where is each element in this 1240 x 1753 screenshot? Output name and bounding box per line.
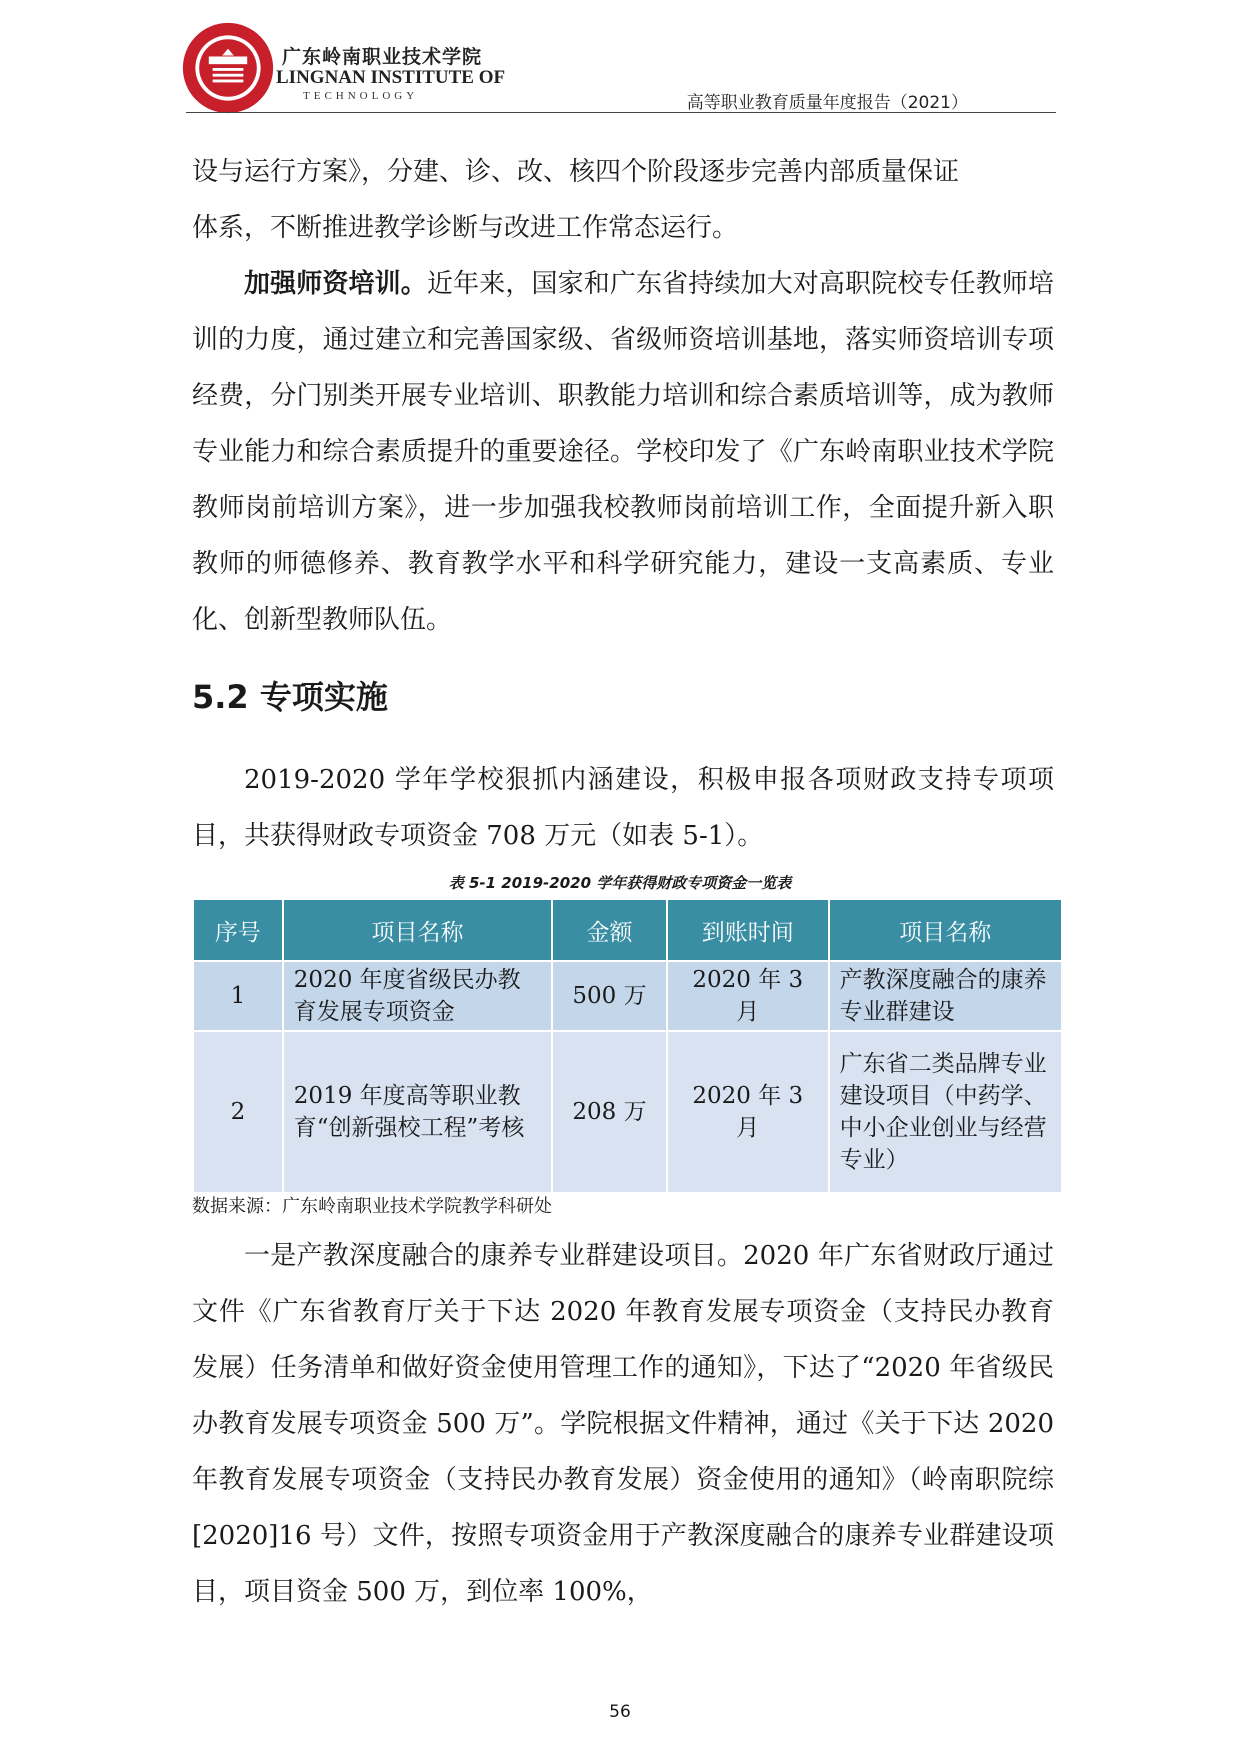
section-heading: 5.2 专项实施 — [192, 678, 388, 716]
header-divider — [186, 112, 1056, 113]
institution-logo-icon — [180, 20, 276, 116]
page-number: 56 — [609, 1702, 631, 1722]
cell-project: 产教深度融合的康养专业群建设 — [829, 961, 1062, 1031]
header-project: 项目名称 — [829, 899, 1062, 961]
institution-name-en-line2: TECHNOLOGY — [303, 90, 419, 102]
cell-date: 2020 年 3 月 — [667, 1031, 829, 1193]
table-row — [193, 1031, 1062, 1193]
report-title: 高等职业教育质量年度报告（2021） — [686, 93, 968, 113]
paragraph-4: 一是产教深度融合的康养专业群建设项目。2020 年广东省财政厅通过文件《广东省教育厅关于下达 2020 年教育发展专项资金（支持民办教育发展）任务清单和做好资金使用管理工作的通知》，下达了“2020 年省级民办教育发展专项资金 500 万”。学院根据文件精神，通过《关于下达 2020 年教育发展专项资金（支持民办教育发展）资金使用的通知》（岭南职院综[2020]16 号）文件，按照专项资金用于产教深度融合的康养专业群建设项目，项目资金 500 万，到位率 100%， — [192, 1241, 1054, 1607]
paragraph-2-text: 近年来，国家和广东省持续加大对高职院校专任教师培训的力度，通过建立和完善国家级、省级师资培训基地，落实师资培训专项经费，分门别类开展专业培训、职教能力培训和综合素质培训等，成为教师专业能力和综合素质提升的重要途径。学校印发了《广东岭南职业技术学院教师岗前培训方案》，进一步加强我校教师岗前培训工作，全面提升新入职教师的师德修养、教育教学水平和科学研究能力，建设一支高素质、专业化、创新型教师队伍。 — [192, 269, 1054, 635]
cell-date: 2020 年 3 月 — [667, 961, 829, 1031]
cell-project: 广东省二类品牌专业建设项目（中药学、中小企业创业与经营专业） — [829, 1031, 1062, 1193]
paragraph-3: 2019-2020 学年学校狠抓内涵建设，积极申报各项财政支持专项项目，共获得财政专项资金 708 万元（如表 5-1）。 — [192, 765, 1054, 851]
institution-name-en: LINGNAN INSTITUTE OF — [276, 67, 506, 88]
cell-amount: 500 万 — [552, 961, 667, 1031]
paragraph-2 — [192, 256, 1054, 648]
table-header-row — [193, 899, 1062, 961]
page-header — [0, 0, 1240, 120]
paragraph-2-lead: 加强师资培训。 — [244, 269, 427, 299]
header-amount: 金额 — [552, 899, 667, 961]
header-name: 项目名称 — [283, 899, 552, 961]
paragraph-1 — [192, 144, 1054, 256]
paragraph-1-line1: 设与运行方案》，分建、诊、改、核四个阶段逐步完善内部质量保证 — [192, 157, 960, 187]
cell-no: 2 — [193, 1031, 283, 1193]
institution-name-cn: 广东岭南职业技术学院 — [282, 46, 483, 68]
table-row — [193, 961, 1062, 1031]
header-no: 序号 — [193, 899, 283, 961]
paragraph-1-line2: 体系，不断推进教学诊断与改进工作常态运行。 — [192, 213, 739, 243]
funding-table — [192, 898, 1063, 1194]
cell-no: 1 — [193, 961, 283, 1031]
cell-name: 2020 年度省级民办教育发展专项资金 — [283, 961, 552, 1031]
table-source: 数据来源：广东岭南职业技术学院教学科研处 — [192, 1196, 552, 1217]
cell-amount: 208 万 — [552, 1031, 667, 1193]
table-caption: 表 5-1 2019-2020 学年获得财政专项资金一览表 — [448, 874, 792, 892]
header-date: 到账时间 — [667, 899, 829, 961]
cell-name: 2019 年度高等职业教育“创新强校工程”考核 — [283, 1031, 552, 1193]
